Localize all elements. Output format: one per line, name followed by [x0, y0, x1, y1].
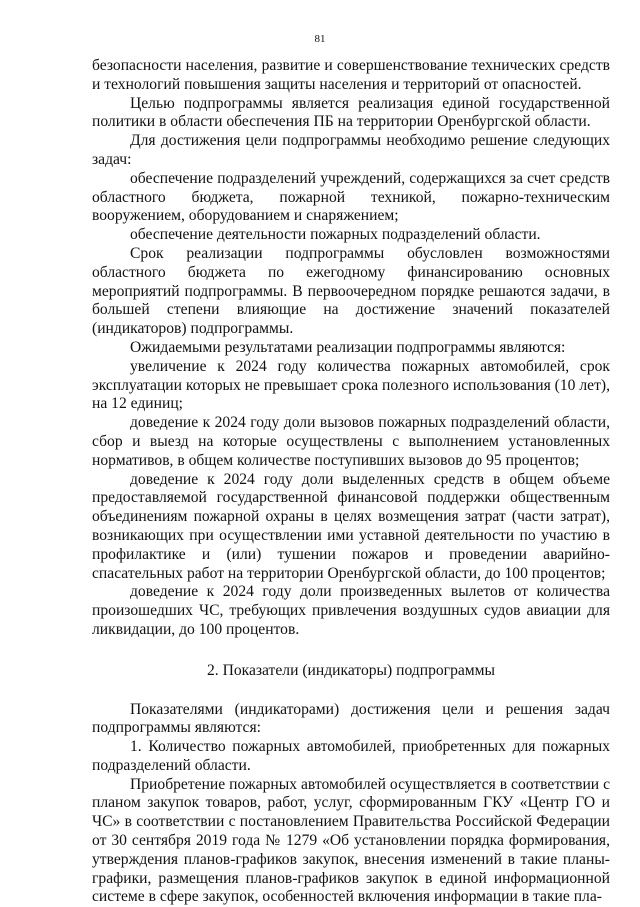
paragraph: Показателями (индикаторами) достижения цели и решения задач подпрограммы являются:: [92, 700, 610, 737]
paragraph: Для достижения цели подпрограммы необходимо решение следующих задач:: [92, 132, 610, 168]
paragraph: 1. Количество пожарных автомобилей, приобретенных для пожарных подразделений области.: [92, 738, 610, 774]
paragraph: безопасности населения, развитие и совершенствование технических средств и технологий повышения защиты населения и территорий от опасностей.: [92, 57, 610, 93]
document-body: [92, 57, 610, 907]
paragraph: доведение к 2024 году доли выделенных средств в общем объеме предоставляемой государственной финансовой поддержки общественным объединениям пожарной охраны в целях возмещения затрат (части затрат), возникающих при осуществлении ими уставной деятельности по участию в профилактике и (или) тушении пожаров и проведении аварийно-спасательных работ на территории Оренбургской области, до 100 процентов;: [92, 470, 610, 582]
paragraph: Ожидаемыми результатами реализации подпрограммы являются:: [130, 338, 566, 356]
paragraph: обеспечение деятельности пожарных подразделений области.: [130, 226, 541, 244]
section-heading: 2. Показатели (индикаторы) подпрограммы: [206, 661, 496, 679]
paragraph: обеспечение подразделений учреждений, содержащихся за счет средств областного бюджета, пожарной техникой, пожарно-техническим вооружением, оборудованием и снаряжением;: [92, 169, 610, 225]
paragraph: увеличение к 2024 году количества пожарных автомобилей, срок эксплуатации которых не превышает срока полезного использования (10 лет), на 12 единиц;: [92, 357, 610, 413]
paragraph: Целью подпрограммы является реализация единой государственной политики в области обеспечения ПБ на территории Оренбургской области.: [92, 94, 610, 131]
paragraph: доведение к 2024 году доли вызовов пожарных подразделений области, сбор и выезд на которые осуществлены с выполнением установленных нормативов, в общем количестве поступивших вызовов до 95 процентов;: [92, 414, 610, 469]
paragraph: Срок реализации подпрограммы обусловлен возможностями областного бюджета по ежегодному финансированию основных мероприятий подпрограммы. В первоочередном порядке решаются задачи, в большей степени влияющие на достижение значений показателей (индикаторов) подпрограммы.: [92, 244, 610, 338]
paragraph: доведение к 2024 году доли произведенных вылетов от количества произошедших ЧС, требующих привлечения воздушных судов авиации для ликвидации, до 100 процентов.: [92, 583, 610, 638]
page-number: 81: [314, 33, 326, 45]
paragraph: Приобретение пожарных автомобилей осуществляется в соответствии с планом закупок товаров, работ, услуг, сформированным ГКУ «Центр ГО и ЧС» в соответствии с постановлением Правительства Российской Федерации от 30 сентября 2019 года № 1279 «Об установлении порядка формирования, утверждения планов-графиков закупок, внесения изменений в такие планы-графики, размещения планов-графиков закупок в единой информационной системе в сфере закупок, особенностей включения информации в такие пла-: [92, 775, 610, 906]
